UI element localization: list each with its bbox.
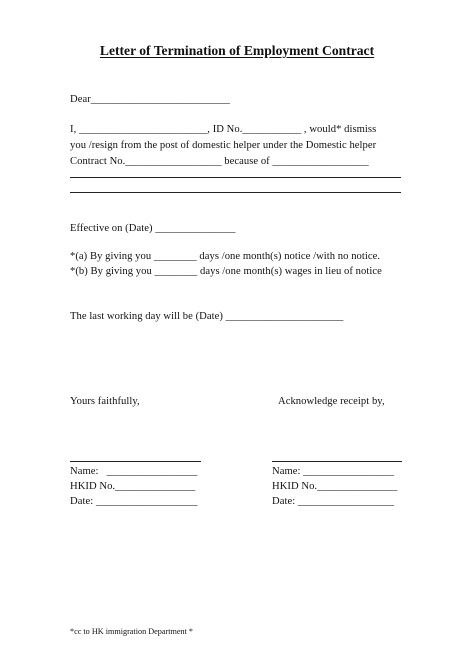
signer-name-left: Name: _________________ [70,466,198,477]
signature-line-right [272,461,402,462]
notice-option-a: *(a) By giving you ________ days /one month(s) notice /with no notice. [70,251,381,262]
footnote: *cc to HK immigration Department * [70,627,194,636]
signer-name-right: Name: _________________ [272,466,395,477]
paragraph-line-1: I, ________________________, ID No.___________ , would* dismiss [70,124,377,135]
blank-line-2 [70,192,401,193]
signer-date-right: Date: __________________ [272,496,395,507]
paragraph-line-3: Contract No.__________________ because of __________________ [70,156,369,167]
document-title: Letter of Termination of Employment Contract [99,43,375,58]
last-working-day-line: The last working day will be (Date) ______________________ [70,311,344,322]
closing-right: Acknowledge receipt by, [278,396,385,407]
paragraph-line-2: you /resign from the post of domestic helper under the Domestic helper [70,140,377,151]
notice-option-b: *(b) By giving you ________ days /one month(s) wages in lieu of notice [70,266,382,277]
effective-date-line: Effective on (Date) _______________ [70,223,236,234]
closing-left: Yours faithfully, [70,396,140,407]
signer-date-left: Date: ___________________ [70,496,198,507]
salutation-line: Dear__________________________ [70,94,230,105]
signer-hkid-right: HKID No._______________ [272,481,398,492]
signature-line-left [70,461,201,462]
blank-line-1 [70,177,401,178]
signer-hkid-left: HKID No._______________ [70,481,196,492]
